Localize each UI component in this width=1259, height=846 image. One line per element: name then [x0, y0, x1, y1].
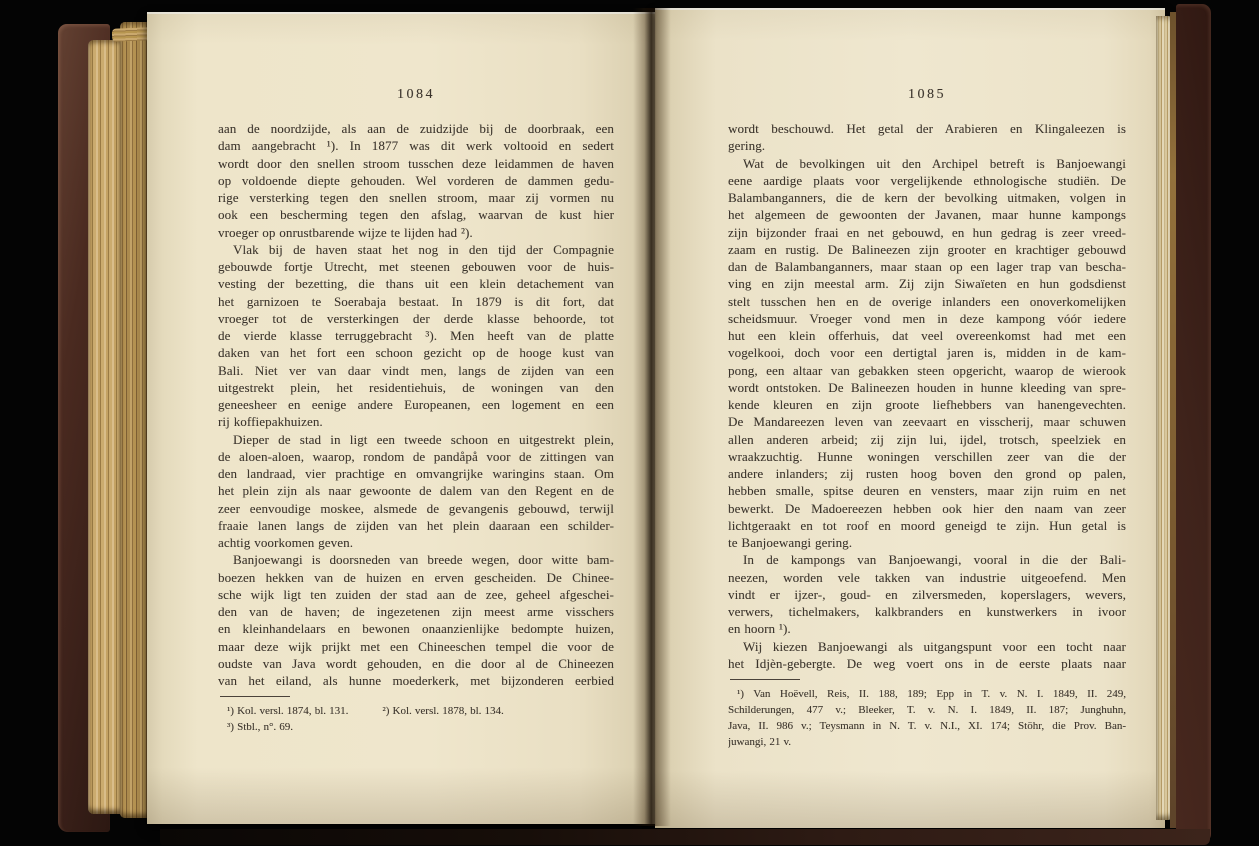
text-line: geneesheer en eenige andere Europeanen, een logement en een [218, 397, 614, 412]
text-line: wordt ontstoken. De Balineezen houden in hunne kleeding van spre- [728, 379, 1126, 395]
text-line: en hoorn ¹). [728, 621, 791, 637]
text-line: en kleinhandelaars en bewonen onaanzienlijke bedompte huizen, [218, 621, 614, 637]
text-line: het plein zijn als naar gewoonte de dalem van den Regent en de [218, 483, 614, 499]
text-line: het garnizoen te Soerabaja bestaat. In 1879 is dit fort, dat [218, 293, 614, 309]
text-line: rige versterking tegen den snellen stroom, maar zij vormen nu [218, 190, 614, 205]
text-line: vroeger tot de versterkingen der derde klasse behoorde, tot [218, 310, 614, 326]
footnote-line [728, 718, 1126, 734]
text-line: dan de Balambanganners, maar staan op een lager trap van bescha- [728, 259, 1126, 274]
text-line: De Mandareezen leven van zeevaart en visscherij, maar schuwen [728, 414, 1126, 430]
footnote-separator [730, 679, 800, 680]
text-line: daken van het fort een schoon gezicht op de hooge kust van [218, 345, 614, 361]
text-line: vesting der bezetting, die thans uit een klein detachement van [218, 276, 614, 292]
footnotes [218, 703, 614, 735]
text-line: uitgestrekt plein, het residentiehuis, de woningen van den [218, 379, 614, 395]
text-line: oudste van Java wordt gehouden, en die door al de Chineezen [218, 655, 614, 671]
footnote-text: ²) Kol. versl. 1878, bl. 134. [382, 705, 504, 718]
book-cover-right-edge [1176, 4, 1211, 843]
text-line: vogelkooi, doch voor een dertigtal jaren is, midden in de kam- [728, 345, 1126, 361]
paragraph [728, 120, 1126, 155]
text-line: bewerkt. De Madoereezen hebben ook hier den naam van zeer [728, 500, 1126, 516]
text-line: hebben smalle, spitse deuren en vensters, maar zijn ruim en net [728, 483, 1126, 499]
text-line: maar deze wijk prijkt met een Chineeschen tempel die voor de [218, 638, 614, 654]
text-line: de aloen-aloen, waarop, rondom de pandåpå voor de zittingen van [218, 448, 614, 464]
text-line: hut een klein offerhuis, dat veel overeenkomst had met een [728, 328, 1126, 343]
footnote-line [218, 719, 614, 735]
paragraph [218, 120, 614, 241]
text-line: ving en zijn meestal arm. Zij zijn Siwaïeten en hun godsdienst [728, 276, 1126, 292]
text-line: van het eiland, als hunne moederkerk, met bijzonderen eerbied [218, 673, 614, 688]
text-line: Banjoewangi is doorsneden van breede wegen, door witte bam- [233, 552, 614, 568]
left-page-text-column [218, 86, 614, 735]
text-line: kende kleuren en zijn groote liefhebbers van hanengevechten. [728, 397, 1126, 412]
footnote-line [728, 702, 1126, 718]
footnote-text: ³) Stbl., n°. 69. [227, 721, 294, 734]
text-line: lichtgeraakt en tot roof en moord geneigd te zijn. Hun getal is [728, 517, 1126, 533]
text-line: Dieper de stad in ligt een tweede schoon en uitgestrekt plein, [233, 431, 614, 447]
book-cover-bottom-edge [160, 829, 1210, 845]
page-number: 1085 [908, 87, 946, 102]
footnote-text: juwangi, 21 v. [728, 736, 792, 748]
text-line: sche wijk ligt ten zuiden der stad aan de zee, geheel afgeschei- [218, 586, 614, 602]
text-line: fraaie lanen langs de zijden van het plein daaraan een schilder- [218, 517, 614, 533]
text-line: dam aangebracht ¹). In 1877 was dit werk voltooid en sedert [218, 138, 614, 154]
right-page [655, 8, 1165, 828]
text-line: te Banjoewangi gering. [728, 535, 853, 550]
footnote-text: ¹) Kol. versl. 1874, bl. 131. [227, 705, 349, 718]
text-line: Bali. Niet ver van daar vindt men, langs de zijden van een [218, 362, 614, 378]
text-line: In de kampongs van Banjoewangi, vooral in die der Bali- [743, 552, 1126, 568]
footnote-text: ¹) Van Hoëvell, Reis, II. 188, 189; Epp in T. v. N. I. 1849, II. 249, [737, 688, 1126, 700]
text-line: eene aardige plaats voor vergelijkende ethnologische studiën. De [728, 172, 1126, 188]
text-line: neezen, worden vele takken van industrie uitgeoefend. Men [728, 569, 1126, 585]
text-line: het Idjèn-gebergte. De weg voert ons in de eerste plaats naar [728, 655, 1126, 671]
text-line: pong, een altaar van gebakken steen opgericht, waarop de wierook [728, 362, 1126, 378]
text-line: zaam en rustig. De Balineezen zijn grooter en krachtiger gebouwd [728, 241, 1126, 257]
text-line: gering. [728, 138, 766, 154]
footnotes [728, 686, 1126, 750]
text-line: Wij kiezen Banjoewangi als uitgangspunt voor een tocht naar [743, 638, 1126, 654]
text-line: wraakzuchtig. Hunne woningen verschillen zeer van die der [728, 448, 1126, 464]
page-stack-left-outer [88, 40, 121, 814]
footnote-line [728, 686, 1126, 702]
text-line: vroeger op onrustbarende wijze te lijden had ²). [218, 224, 473, 240]
text-line: achtig voorkomen geven. [218, 535, 354, 550]
text-line: Wat de bevolkingen uit den Archipel betreft is Banjoewangi [743, 155, 1126, 171]
text-line: wordt beschouwd. Het getal der Arabieren en Klingaleezen is [728, 121, 1126, 136]
paragraph [218, 431, 614, 552]
footnote-line [728, 734, 1126, 750]
text-line: de vierde klasse terruggebracht ³). Men heeft van de platte [218, 328, 614, 343]
footnote-text: Schilderungen, 477 v.; Bleeker, T. v. N. I. 1849, II. 187; Junghuhn, [728, 704, 1126, 716]
text-line: allen anderen arbeid; zij zijn lui, ijdel, trotsch, speelziek en [728, 431, 1126, 447]
paragraph [218, 551, 614, 689]
paragraph [728, 155, 1126, 552]
text-line: gebouwde fortje Utrecht, met steenen gebouwen voor de huis- [218, 259, 614, 274]
text-line: scheidsmuur. Vroeger vond men in deze kampong vóór iedere [728, 310, 1126, 326]
paragraph [728, 551, 1126, 637]
paragraph [218, 241, 614, 431]
text-line: zeer eenvoudige moskee, alsmede de gevangenis gebouwd, terwijl [218, 500, 614, 516]
footnote-separator [220, 696, 290, 697]
text-line: den landraad, vier prachtige en omvangrijke waringins staan. Om [218, 466, 614, 481]
page-body [218, 120, 614, 689]
text-line: het algemeen de gewoonten der Javanen, maar hunne kampongs [728, 207, 1126, 223]
text-line: boezen hekken van de huizen en erven gescheiden. De Chinee- [218, 569, 614, 585]
text-line: op voldoende diepte gehouden. Wel vorderen de dammen gedu- [218, 172, 614, 188]
left-page [147, 12, 655, 824]
text-line: verwers, tichelmakers, kalkbranders en kunstwerkers in ivoor [728, 604, 1126, 619]
text-line: andere inlanders; zij rusten hoog boven den grond op palen, [728, 466, 1126, 481]
page-body [728, 120, 1126, 672]
text-line: stelt tusschen hen en de overige inlanders een onoverkomelijken [728, 293, 1126, 309]
text-line: Balambanganners, die de kern der bevolking uitmaken, volgen in [728, 190, 1126, 205]
text-line: zijn bijzonder fraai en net gebouwd, en hun gedrag is zeer vreed- [728, 224, 1126, 240]
text-line: aan de noordzijde, als aan de zuidzijde bij de doorbraak, een [218, 121, 614, 136]
text-line: Vlak bij de haven staat het nog in den tijd der Compagnie [233, 241, 614, 257]
text-line: wordt door den snellen stroom tusschen deze leidammen de haven [218, 155, 614, 171]
text-line: den van de haven; de ingezetenen zijn meest arme visschers [218, 604, 614, 619]
paragraph [728, 638, 1126, 673]
footnote-text: Java, II. 986 v.; Teysmann in N. T. v. N.I., XI. 174; Stöhr, die Prov. Ban- [728, 720, 1126, 732]
text-line: rij koffiepakhuizen. [218, 414, 323, 430]
footnote-line [218, 703, 614, 719]
page-stack-left-inner [120, 22, 150, 818]
text-line: ook een bescherming tegen den afslag, waarvan de kust hier [218, 207, 614, 223]
text-line: vindt er ijzer-, goud- en zilversmeden, koperslagers, wevers, [728, 586, 1126, 602]
page-number: 1084 [397, 87, 435, 102]
right-page-text-column [728, 86, 1126, 750]
